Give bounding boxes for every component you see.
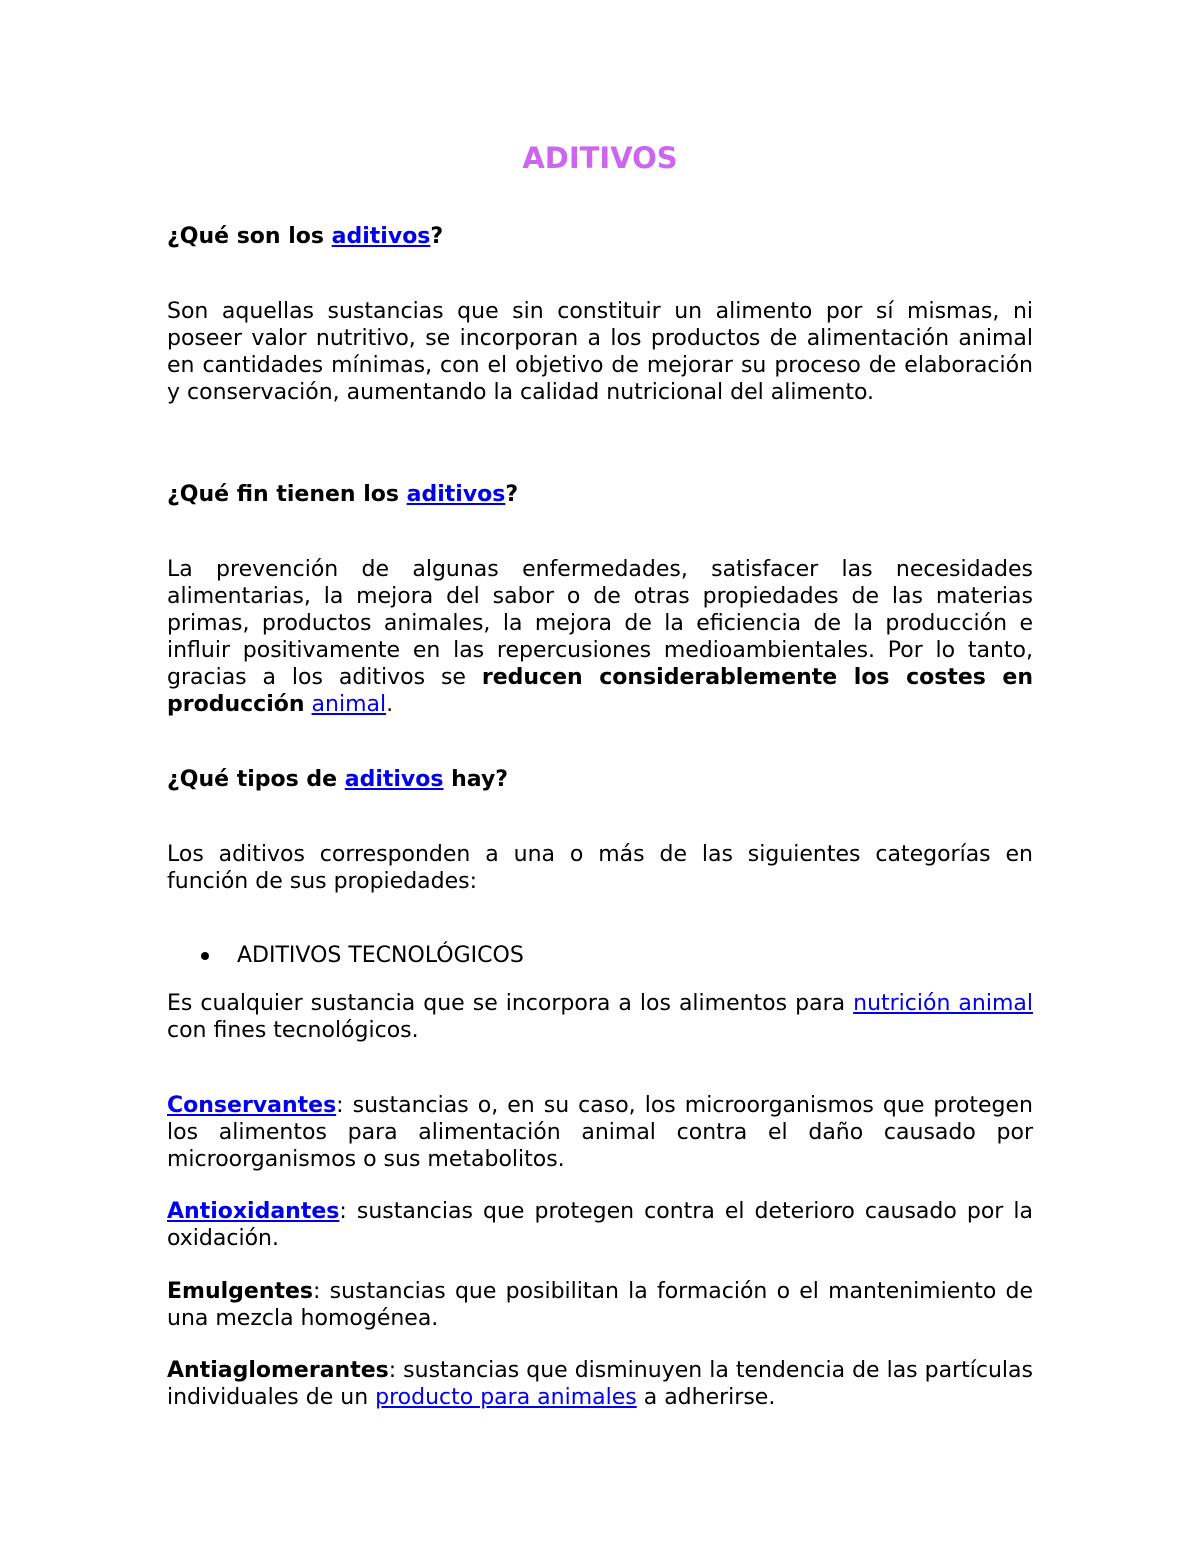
emulgentes-text: : sustancias que posibilitan la formación o el mantenimiento de una mezcla homogénea. xyxy=(167,1279,1033,1331)
question-1-text: ¿Qué son los xyxy=(167,224,332,249)
question-3-text: ¿Qué tipos de xyxy=(167,767,345,792)
nutricion-animal-link[interactable]: nutrición animal xyxy=(853,991,1033,1016)
antiaglomerantes-term: Antiaglomerantes xyxy=(167,1358,389,1383)
antiaglomerantes-end: a adherirse. xyxy=(636,1385,776,1410)
paragraph-tecnologicos xyxy=(167,990,1033,1044)
conservantes-text: : sustancias o, en su caso, los microorganismos que protegen los alimentos para alimentación animal contra el daño causado por microorganismos o sus metabolitos. xyxy=(167,1093,1033,1172)
emulgentes-term: Emulgentes xyxy=(167,1279,314,1304)
conservantes-link[interactable]: Conservantes xyxy=(167,1093,337,1118)
definition-emulgentes xyxy=(167,1278,1033,1332)
question-heading-1 xyxy=(167,223,443,251)
aditivos-link-2[interactable]: aditivos xyxy=(406,482,506,507)
question-2-mark: ? xyxy=(505,482,519,507)
question-1-mark: ? xyxy=(430,224,444,249)
antiaglomerantes-text: : sustancias que disminuyen la tendencia de las partículas individuales de un xyxy=(167,1358,1033,1410)
question-2-text: ¿Qué fin tienen los xyxy=(167,482,407,507)
question-heading-3 xyxy=(167,766,508,794)
definition-antiaglomerantes xyxy=(167,1357,1033,1411)
bullet-icon xyxy=(201,952,209,960)
definition-conservantes xyxy=(167,1092,1033,1173)
paragraph-categories: Los aditivos corresponden a una o más de las siguientes categorías en función de sus propiedades: xyxy=(167,842,1033,894)
paragraph-definition: Son aquellas sustancias que sin constituir un alimento por sí mismas, ni poseer valor nutritivo, se incorporan a los productos de alimentación animal en cantidades mínimas, con el objetivo de mejorar su proceso de elaboración y conservación, aumentando la calidad nutricional del alimento. xyxy=(167,299,1033,405)
animal-link[interactable]: animal xyxy=(311,692,387,717)
tecnologicos-text: Es cualquier sustancia que se incorpora a los alimentos para xyxy=(167,991,854,1016)
paragraph-purpose xyxy=(167,556,1033,718)
question-3-mark: hay? xyxy=(443,767,509,792)
antioxidantes-link[interactable]: Antioxidantes xyxy=(167,1199,340,1224)
list-item-label: ADITIVOS TECNOLÓGICOS xyxy=(237,943,524,968)
definition-antioxidantes xyxy=(167,1198,1033,1252)
antioxidantes-text: : sustancias que protegen contra el deterioro causado por la oxidación. xyxy=(167,1199,1033,1251)
tecnologicos-end: con fines tecnológicos. xyxy=(167,1018,419,1043)
producto-para-animales-link[interactable]: producto para animales xyxy=(375,1385,637,1410)
purpose-text: La prevención de algunas enfermedades, satisfacer las necesidades alimentarias, la mejora del sabor o de otras propiedades de las materias primas, productos animales, la mejora de la eficiencia de la producción e influir positivamente en las repercusiones medioambientales. Por lo tanto, gracias a los aditivos se xyxy=(167,557,1033,690)
aditivos-link-3[interactable]: aditivos xyxy=(344,767,444,792)
purpose-end: . xyxy=(386,692,394,717)
purpose-bold-text: reducen considerablemente los costes en producción xyxy=(167,665,1034,717)
document-title: ADITIVOS xyxy=(522,141,678,175)
aditivos-link-1[interactable]: aditivos xyxy=(331,224,431,249)
question-heading-2 xyxy=(167,481,518,509)
purpose-space xyxy=(305,692,312,717)
